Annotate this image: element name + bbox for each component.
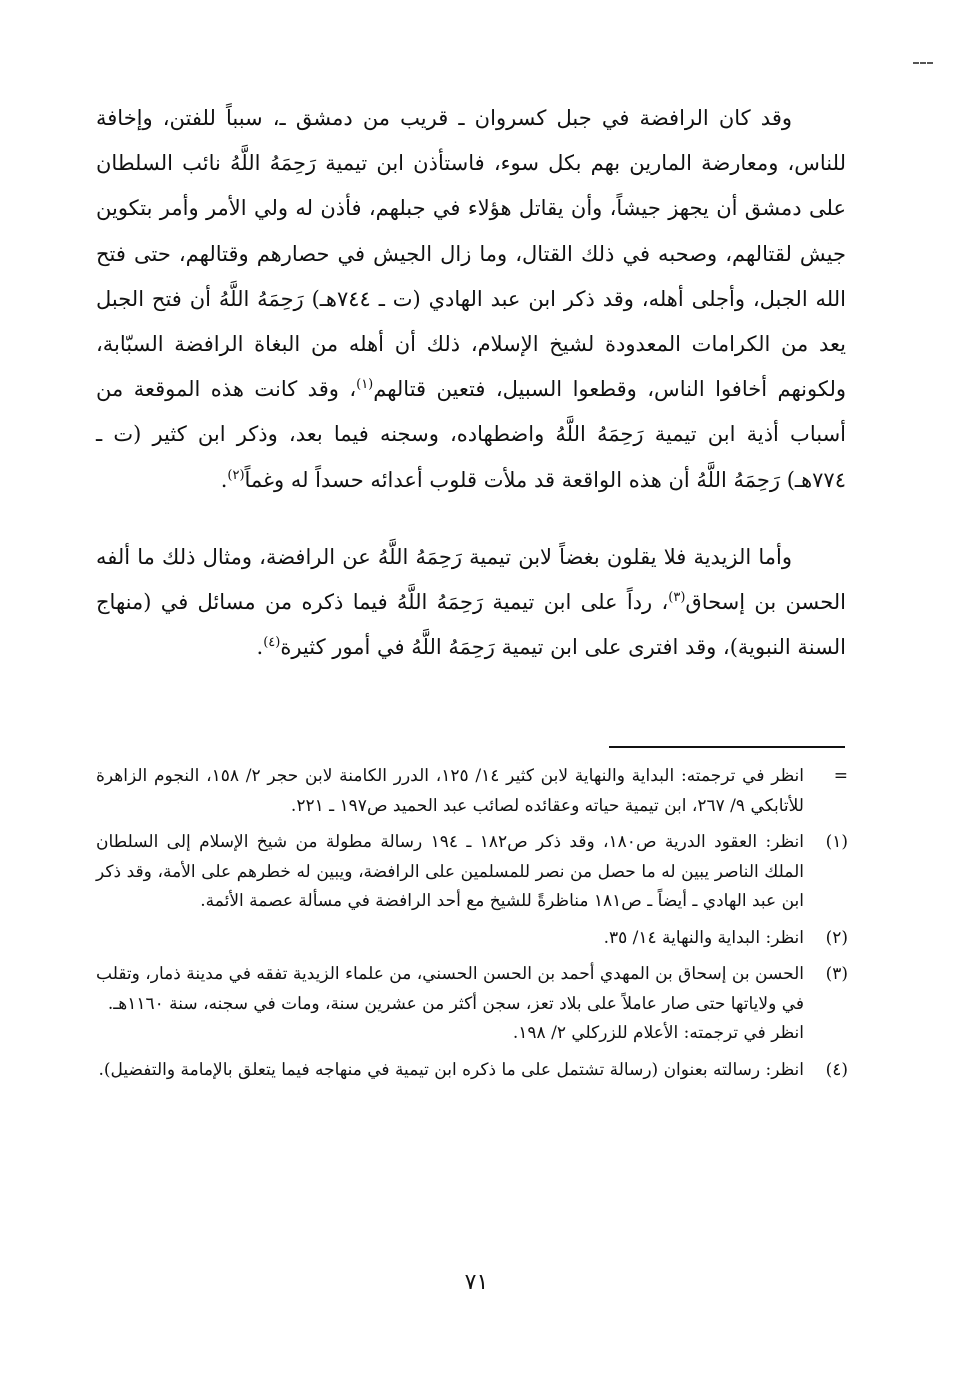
paragraph-text: وأما الزيدية فلا يقلون بغضاً لابن تيمية رَحِمَهُ اللَّهُ عن الرافضة، ومثال ذلك ما ألفه الحسن بن إسحاق [96, 544, 846, 615]
page-corner-mark [913, 62, 933, 64]
footnote-text [96, 828, 804, 917]
footnote-ref-2: (٢) [227, 467, 245, 483]
footnote-text [96, 762, 804, 821]
footnote-number: (٢) [825, 927, 848, 948]
main-text [96, 96, 846, 670]
paragraph-text: ، وقد كانت هذه الموقعة من أسباب أذية ابن تيمية رَحِمَهُ اللَّهُ واضطهاده، وسجنه فيما بعد، وذكر ابن كثير (ت ـ ٧٧٤هـ) رَحِمَهُ اللَّهُ أن هذه الواقعة قد ملأت قلوب أعدائه حسداً له وغماً [96, 377, 846, 492]
footnote-1 [96, 828, 848, 917]
footnote-ref-1: (١) [356, 377, 374, 393]
footnote-3 [96, 960, 848, 1049]
footnote-text [96, 960, 804, 1049]
footnote-number: (٤) [825, 1059, 848, 1080]
footnote-body: انظر: العقود الدرية ص١٨٠، وقد ذكر ص١٨٢ ـ ١٩٤ رسالة مطولة من شيخ الإسلام إلى السلطان الملك الناصر يبين له ما حصل من نصر للمسلمين على الرافضة، ويبين له خطرهم على الأمة، وقد ذكر ابن عبد الهادي ـ أيضاً ـ ص١٨١ مناظرةً للشيخ مع أحد الرافضة في مسألة عصمة الأئمة. [96, 832, 804, 911]
footnote-body: انظر: رسالته بعنوان (رسالة تشتمل على ما ذكره ابن تيمية في منهاجه فيما يتعلق بالإمامة والتفضيل). [98, 1059, 804, 1080]
footnote-text [96, 1056, 804, 1086]
footnote-divider [609, 746, 845, 748]
footnote-ref-3: (٣) [668, 590, 686, 606]
footnote-number: (١) [825, 832, 848, 852]
paragraph-text: . [220, 467, 228, 492]
footnote-body: الحسن بن إسحاق بن المهدي أحمد بن الحسن الحسني، من علماء الزيدية تفقه في مدينة ذمار، وتقلب في ولاياتها حتى صار عاملاً على بلاد تعز، سجن أكثر من عشرين سنة، ومات في سجنه، سنة ١١٦٠هـ. [96, 964, 804, 1014]
footnote-number: (٣) [825, 964, 848, 984]
footnote-body: انظر: البداية والنهاية ١٤/ ٣٥. [603, 927, 804, 948]
footnote-continued [96, 762, 848, 821]
footnote-ref-4: (٤) [263, 635, 281, 651]
footnote-text [96, 924, 804, 954]
paragraph-text: . [256, 635, 264, 660]
paragraph-text: ، رداً على ابن تيمية رَحِمَهُ اللَّهُ فيما ذكره من مسائل في (منهاج السنة النبوية)، وقد افترى على ابن تيمية رَحِمَهُ اللَّهُ في أمور كثيرة [96, 590, 846, 660]
footnote-4 [96, 1056, 848, 1086]
paragraph-1 [96, 96, 846, 503]
page-number: ٧١ [464, 1270, 489, 1295]
footnote-body: انظر في ترجمته: البداية والنهاية لابن كثير ١٤/ ١٢٥، الدرر الكامنة لابن حجر ٢/ ١٥٨، النجوم الزاهرة للأتابكي ٩/ ٢٦٧، ابن تيمية حياته وعقائده لصائب عبد الحميد ص١٩٧ ـ ٢٢١. [96, 766, 804, 816]
paragraph-text: وقد كان الرافضة في جبل كسروان ـ قريب من دمشق ـ، سبباً للفتن، وإخافة للناس، ومعارضة المارين بهم بكل سوء، فاستأذن ابن تيمية رَحِمَهُ اللَّهُ نائب السلطان على دمشق أن يجهز جيشاً، وأن يقاتل هؤلاء في جبلهم، فأذن له ولي الأمر وأمر بتكوين جيش لقتالهم، وصحبه في ذلك القتال، وما زال الجيش في حصارهم وقتالهم، حتى فتح الله الجبل، وأجلى أهله، وقد ذكر ابن عبد الهادي (ت ـ ٧٤٤هـ) رَحِمَهُ اللَّهُ أن فتح الجبل يعد من الكرامات المعدودة لشيخ الإسلام، ذلك أن أهله من البغاة الرافضة السبّابة، ولكونهم أخافوا الناس، وقطعوا السبيل، فتعين قتالهم [96, 106, 846, 402]
footnote-source: انظر في ترجمته: الأعلام للزركلي ٢/ ١٩٨. [512, 1023, 804, 1043]
footnotes [96, 762, 848, 1092]
footnote-number: = [833, 766, 848, 786]
footnote-2 [96, 924, 848, 954]
paragraph-2 [96, 535, 846, 671]
